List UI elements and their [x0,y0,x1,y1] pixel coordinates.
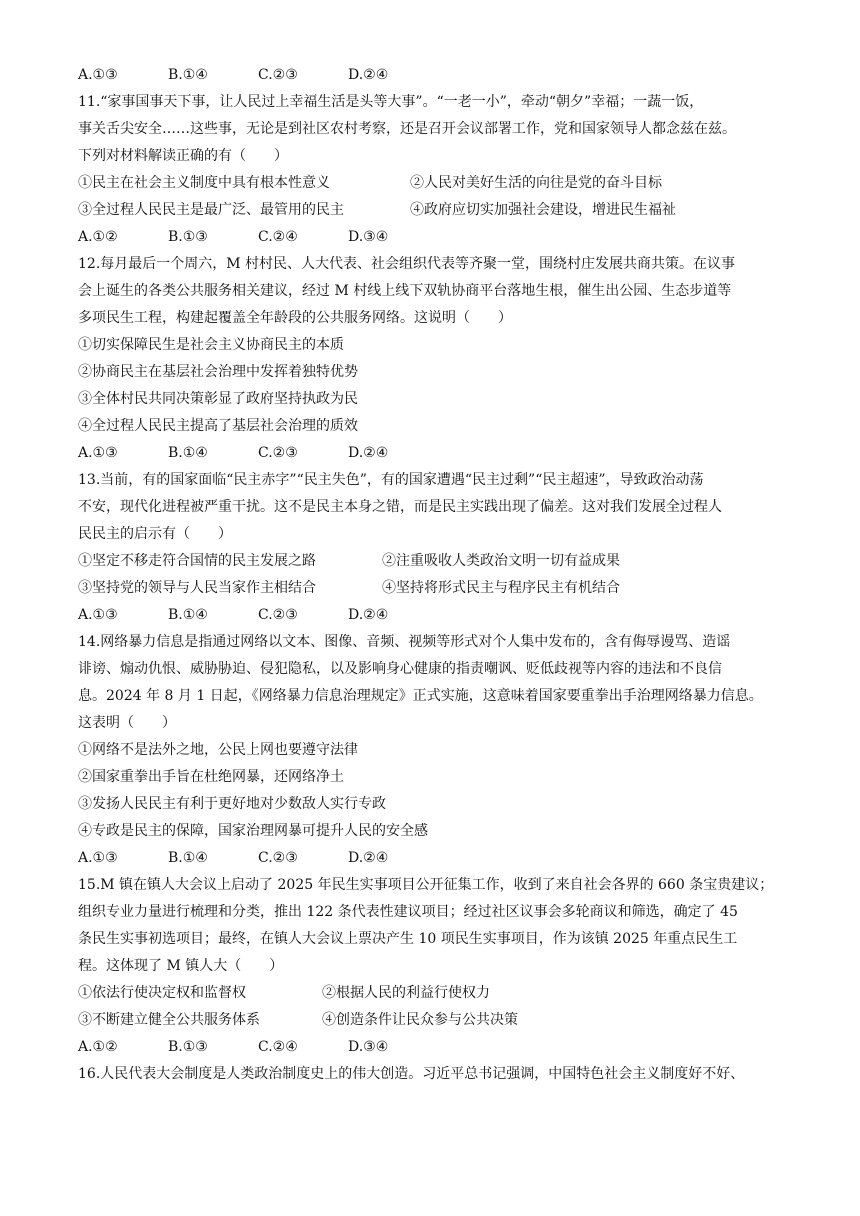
q15-option-3: ③不断建立健全公共服务体系 [78,1012,260,1028]
q14-choices [78,845,788,872]
question-12 [78,251,788,467]
q13-options-row [78,548,788,575]
q12-option-1: ①切实保障民生是社会主义协商民主的本质 [78,337,344,353]
q15-stem-line: 组织专业力量进行梳理和分类，推出 122 条代表性建议项目；经过社区议事会多轮商议和筛选，确定了 45 [78,904,738,920]
q13-option-3: ③坚持党的领导与人民当家作主相结合 [78,580,316,596]
q16-stem-line: 16.人民代表大会制度是人类政治制度史上的伟大创造。习近平总书记强调，中国特色社会主义制度好不好、 [78,1066,745,1082]
question-15 [78,872,788,1061]
choice-b[interactable]: B.①④ [168,850,208,866]
q13-stem-line: 13.当前，有的国家面临“民主赤字”“民主失色”，有的国家遭遇“民主过剩”“民主超速”，导致政治动荡 [78,472,704,488]
q11-choices [78,224,788,251]
q11-option-3: ③全过程人民民主是最广泛、最管用的民主 [78,202,344,218]
q13-option-2: ②注重吸收人类政治文明一切有益成果 [382,553,620,569]
q15-choices [78,1034,788,1061]
q13-stem-line: 民民主的启示有（ ） [78,526,232,542]
choice-c[interactable]: C.②④ [258,229,298,245]
q15-option-2: ②根据人民的利益行使权力 [322,985,490,1001]
question-14 [78,629,788,872]
choice-a[interactable]: A.①③ [78,607,118,623]
q12-choices [78,440,788,467]
q15-options-row [78,1007,788,1034]
q11-stem-line: 事关舌尖安全……这些事，无论是到社区农村考察，还是召开会议部署工作，党和国家领导人都念兹在兹。 [78,121,736,137]
q13-option-4: ④坚持将形式民主与程序民主有机结合 [382,580,620,596]
q15-stem-line: 程。这体现了 M 镇人大（ ） [78,958,284,974]
q11-stem-line: 下列对材料解读正确的有（ ） [78,148,288,164]
choice-b[interactable]: B.①④ [168,607,208,623]
choice-c[interactable]: C.②③ [258,445,298,461]
q11-option-2: ②人民对美好生活的向往是党的奋斗目标 [410,175,662,191]
q15-option-1: ①依法行使决定权和监督权 [78,985,246,1001]
choice-d[interactable]: D.②④ [348,67,389,83]
choice-b[interactable]: B.①③ [168,1039,208,1055]
q12-stem-line: 会上诞生的各类公共服务相关建议，经过 M 村线上线下双轨协商平台落地生根，催生出公园、生态步道等 [78,283,732,299]
exam-page [78,62,788,1088]
choice-a[interactable]: A.①③ [78,850,118,866]
q12-stem-line: 多项民生工程，构建起覆盖全年龄段的公共服务网络。这说明（ ） [78,310,512,326]
question-13 [78,467,788,629]
q10-choices [78,62,788,89]
q12-option-4: ④全过程人民民主提高了基层社会治理的质效 [78,418,358,434]
q14-stem-line: 这表明（ ） [78,715,176,731]
q11-stem-line: 11.“家事国事天下事，让人民过上幸福生活是头等大事”。“一老一小”，牵动“朝夕”幸福；一蔬一饭， [78,94,704,110]
q13-option-1: ①坚定不移走符合国情的民主发展之路 [78,553,316,569]
q13-choices [78,602,788,629]
choice-b[interactable]: B.①③ [168,229,208,245]
choice-c[interactable]: C.②④ [258,1039,298,1055]
q12-option-3: ③全体村民共同决策彰显了政府坚持执政为民 [78,391,358,407]
q11-options-row [78,170,788,197]
q14-stem-line: 14.网络暴力信息是指通过网络以文本、图像、音频、视频等形式对个人集中发布的，含有侮辱谩骂、造谣 [78,634,731,650]
choice-a[interactable]: A.①③ [78,445,118,461]
choice-d[interactable]: D.③④ [348,229,389,245]
choice-b[interactable]: B.①④ [168,445,208,461]
q14-option-2: ②国家重拳出手旨在杜绝网暴，还网络净土 [78,769,344,785]
choice-c[interactable]: C.②③ [258,607,298,623]
choice-b[interactable]: B.①④ [168,67,208,83]
choice-a[interactable]: A.①③ [78,67,118,83]
question-11 [78,89,788,251]
q12-stem-line: 12.每月最后一个周六，M 村村民、人大代表、社会组织代表等齐聚一堂，围绕村庄发展共商共策。在议事 [78,256,736,272]
choice-d[interactable]: D.③④ [348,1039,389,1055]
choice-d[interactable]: D.②④ [348,445,389,461]
choice-a[interactable]: A.①② [78,1039,118,1055]
q12-option-2: ②协商民主在基层社会治理中发挥着独特优势 [78,364,358,380]
q13-stem-line: 不安，现代化进程被严重干扰。这不是民主本身之错，而是民主实践出现了偏差。这对我们发展全过程人 [78,499,722,515]
question-16 [78,1061,788,1088]
q15-options-row [78,980,788,1007]
q11-option-4: ④政府应切实加强社会建设，增进民生福祉 [410,202,676,218]
q13-options-row [78,575,788,602]
q15-stem-line: 15.M 镇在镇人大会议上启动了 2025 年民生实事项目公开征集工作，收到了来自社会各界的 660 条宝贵建议； [78,877,774,893]
q11-options-row [78,197,788,224]
q14-stem-line: 息。2024 年 8 月 1 日起，《网络暴力信息治理规定》正式实施，这意味着国家要重拳出手治理网络暴力信息。 [78,688,763,704]
q14-option-4: ④专政是民主的保障，国家治理网暴可提升人民的安全感 [78,823,428,839]
choice-c[interactable]: C.②③ [258,67,298,83]
q14-option-1: ①网络不是法外之地，公民上网也要遵守法律 [78,742,358,758]
choice-a[interactable]: A.①② [78,229,118,245]
choice-d[interactable]: D.②④ [348,850,389,866]
q15-option-4: ④创造条件让民众参与公共决策 [322,1012,518,1028]
q11-option-1: ①民主在社会主义制度中具有根本性意义 [78,175,330,191]
choice-c[interactable]: C.②③ [258,850,298,866]
q14-stem-line: 诽谤、煽动仇恨、威胁胁迫、侵犯隐私，以及影响身心健康的指责嘲讽、贬低歧视等内容的违法和不良信 [78,661,722,677]
q15-stem-line: 条民生实事初选项目；最终，在镇人大会议上票决产生 10 项民生实事项目，作为该镇 2025 年重点民生工 [78,931,738,947]
q14-option-3: ③发扬人民民主有利于更好地对少数敌人实行专政 [78,796,386,812]
choice-d[interactable]: D.②④ [348,607,389,623]
